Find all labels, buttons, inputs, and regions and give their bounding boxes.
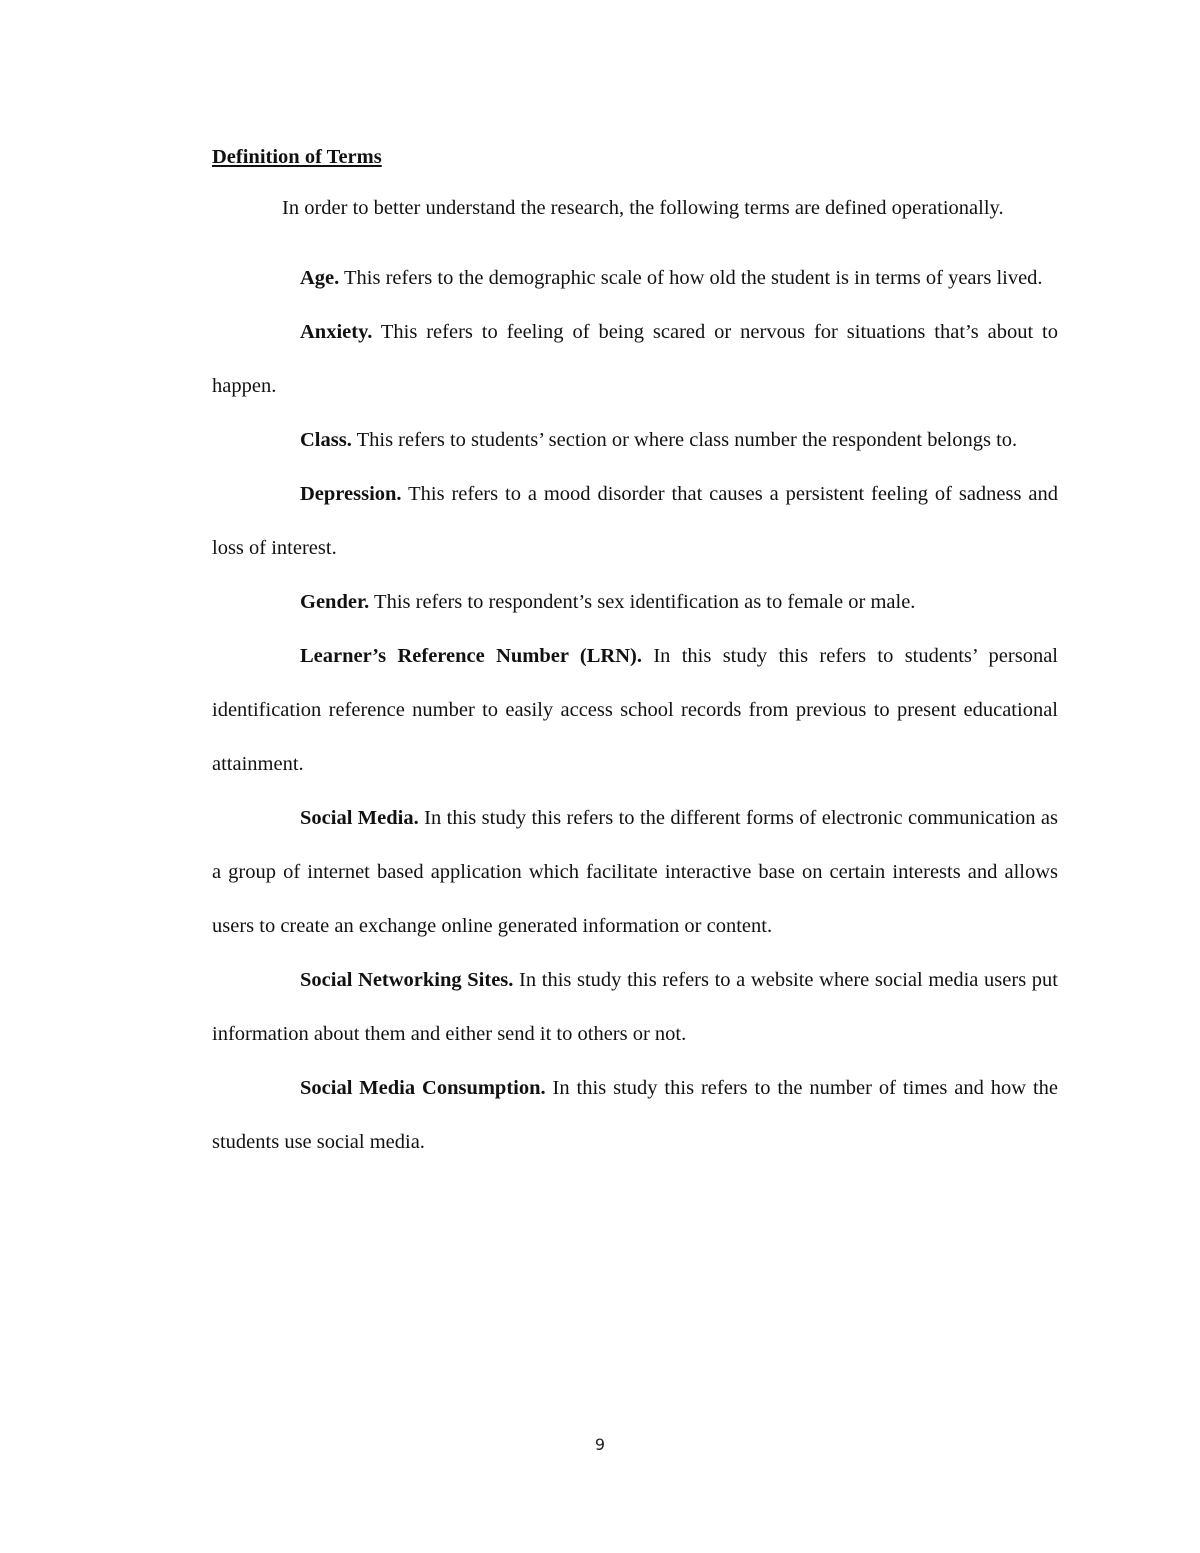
term-name: Anxiety. [300,321,373,343]
term-name: Depression. [300,483,402,505]
term-class [212,413,1058,467]
term-anxiety [212,305,1058,413]
section-heading: Definition of Terms [212,146,382,168]
term-social-networking-sites [212,953,1058,1061]
term-name: Age. [300,267,340,289]
term-name: Gender. [300,591,370,613]
term-depression [212,467,1058,575]
term-definition: This refers to a mood disorder that causes a persistent feeling of sadness and loss of interest. [212,483,1058,559]
term-lrn [212,629,1058,791]
intro-paragraph: In order to better understand the research, the following terms are defined operationally. [282,197,1004,219]
term-name: Social Media Consumption. [300,1077,546,1099]
term-name: Class. [300,429,352,451]
term-definition: This refers to the demographic scale of how old the student is in terms of years lived. [339,267,1043,289]
term-definition: In this study this refers to the number of times and how the students use social media. [212,1077,1058,1153]
term-definition: In this study this refers to the different forms of electronic communication as a group of internet based application which facilitate interactive base on certain interests and allows users to create an exchange online generated information or content. [212,807,1058,937]
page-content [212,137,1058,1169]
term-definition: In this study this refers to students’ personal identification reference number to easily access school records from previous to present educational attainment. [212,645,1058,775]
term-name: Social Media. [300,807,419,829]
term-name: Social Networking Sites. [300,969,514,991]
term-age [212,251,1058,305]
term-definition: This refers to respondent’s sex identification as to female or male. [369,591,916,613]
page-number: 9 [594,1435,606,1454]
term-social-media-consumption [212,1061,1058,1169]
term-definition: This refers to feeling of being scared or nervous for situations that’s about to happen. [212,321,1058,397]
term-social-media [212,791,1058,953]
term-definition: This refers to students’ section or where class number the respondent belongs to. [351,429,1018,451]
term-definition: In this study this refers to a website where social media users put information about them and either send it to others or not. [212,969,1058,1045]
term-gender [212,575,1058,629]
term-name: Learner’s Reference Number (LRN). [300,645,642,667]
